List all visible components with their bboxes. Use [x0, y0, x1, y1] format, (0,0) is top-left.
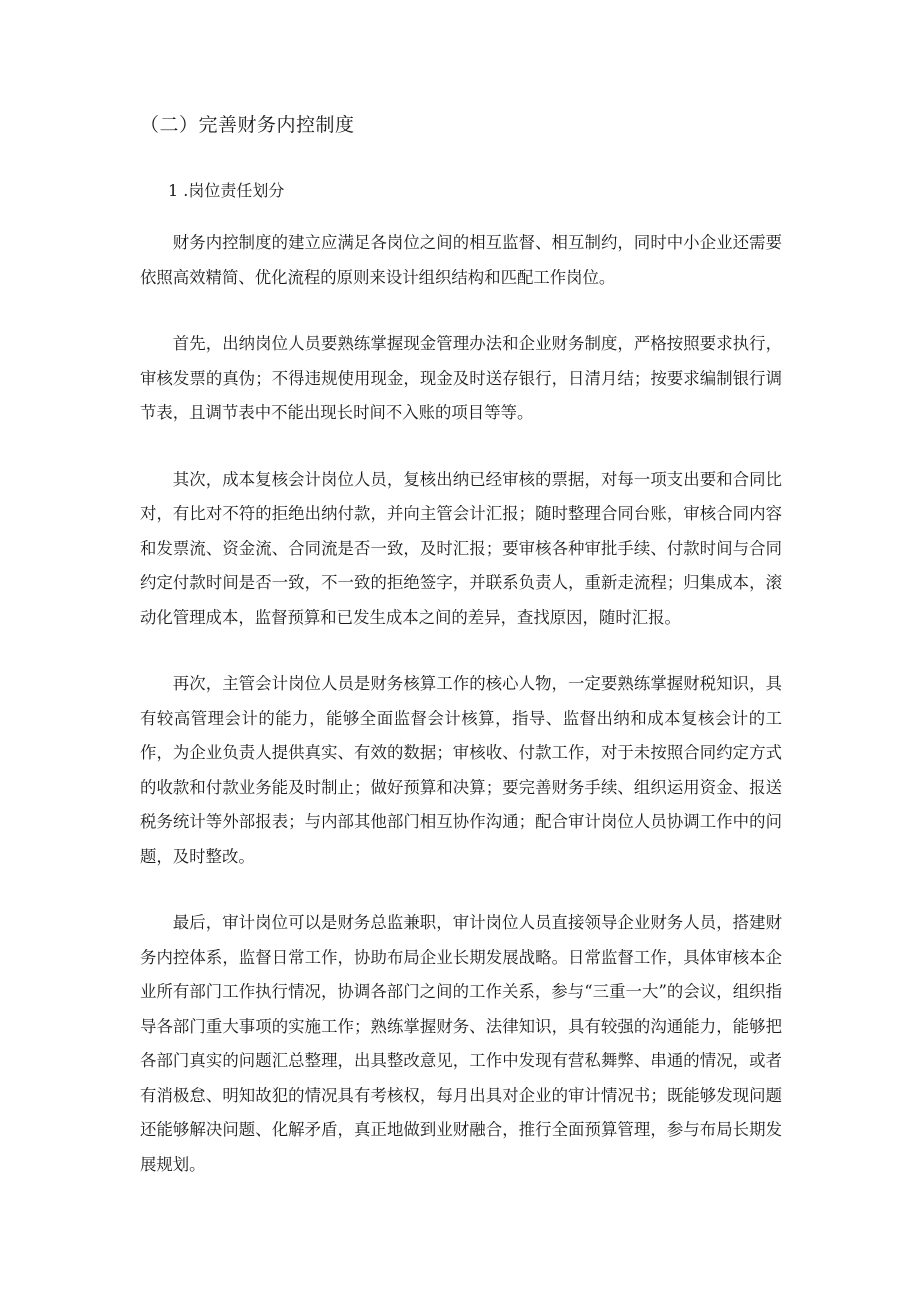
paragraph-cashier: 首先，出纳岗位人员要熟练掌握现金管理办法和企业财务制度，严格按照要求执行，审核发票的真伪；不得违规使用现金，现金及时送存银行，日清月结；按要求编制银行调节表，且调节表中不能出现长时间不入账的项目等等。 [140, 334, 782, 422]
section-heading: （二）完善财务内控制度 [140, 114, 355, 136]
sub-heading: 1 .岗位责任划分 [168, 181, 285, 200]
body-text [140, 226, 782, 1214]
paragraph-intro: 财务内控制度的建立应满足各岗位之间的相互监督、相互制约，同时中小企业还需要依照高效精简、优化流程的原则来设计组织结构和匹配工作岗位。 [140, 233, 782, 287]
paragraph-cost-review: 其次，成本复核会计岗位人员，复核出纳已经审核的票据，对每一项支出要和合同比对，有比对不符的拒绝出纳付款，并向主管会计汇报；随时整理合同台账，审核合同内容和发票流、资金流、合同流是否一致，及时汇报；要审核各种审批手续、付款时间与合同约定付款时间是否一致，不一致的拒绝签字，并联系负责人，重新走流程；归集成本，滚动化管理成本，监督预算和已发生成本之间的差异，查找原因，随时汇报。 [140, 469, 782, 627]
paragraph-chief-accountant: 再次，主管会计岗位人员是财务核算工作的核心人物，一定要熟练掌握财税知识，具有较高管理会计的能力，能够全面监督会计核算，指导、监督出纳和成本复核会计的工作，为企业负责人提供真实、有效的数据；审核收、付款工作，对于未按照合同约定方式的收款和付款业务能及时制止；做好预算和决算；要完善财务手续、组织运用资金、报送税务统计等外部报表；与内部其他部门相互协作沟通；配合审计岗位人员协调工作中的问题，及时整改。 [140, 674, 782, 866]
paragraph-audit: 最后，审计岗位可以是财务总监兼职，审计岗位人员直接领导企业财务人员，搭建财务内控体系，监督日常工作，协助布局企业长期发展战略。日常监督工作，具体审核本企业所有部门工作执行情况，协调各部门之间的工作关系，参与“三重一大”的会议，组织指导各部门重大事项的实施工作；熟练掌握财务、法律知识，具有较强的沟通能力，能够把各部门真实的问题汇总整理，出具整改意见，工作中发现有营私舞弊、串通的情况，或者有消极怠、明知故犯的情况具有考核权，每月出具对企业的审计情况书；既能够发现问题还能够解决问题、化解矛盾，真正地做到业财融合，推行全面预算管理，参与布局长期发展规划。 [140, 913, 782, 1174]
